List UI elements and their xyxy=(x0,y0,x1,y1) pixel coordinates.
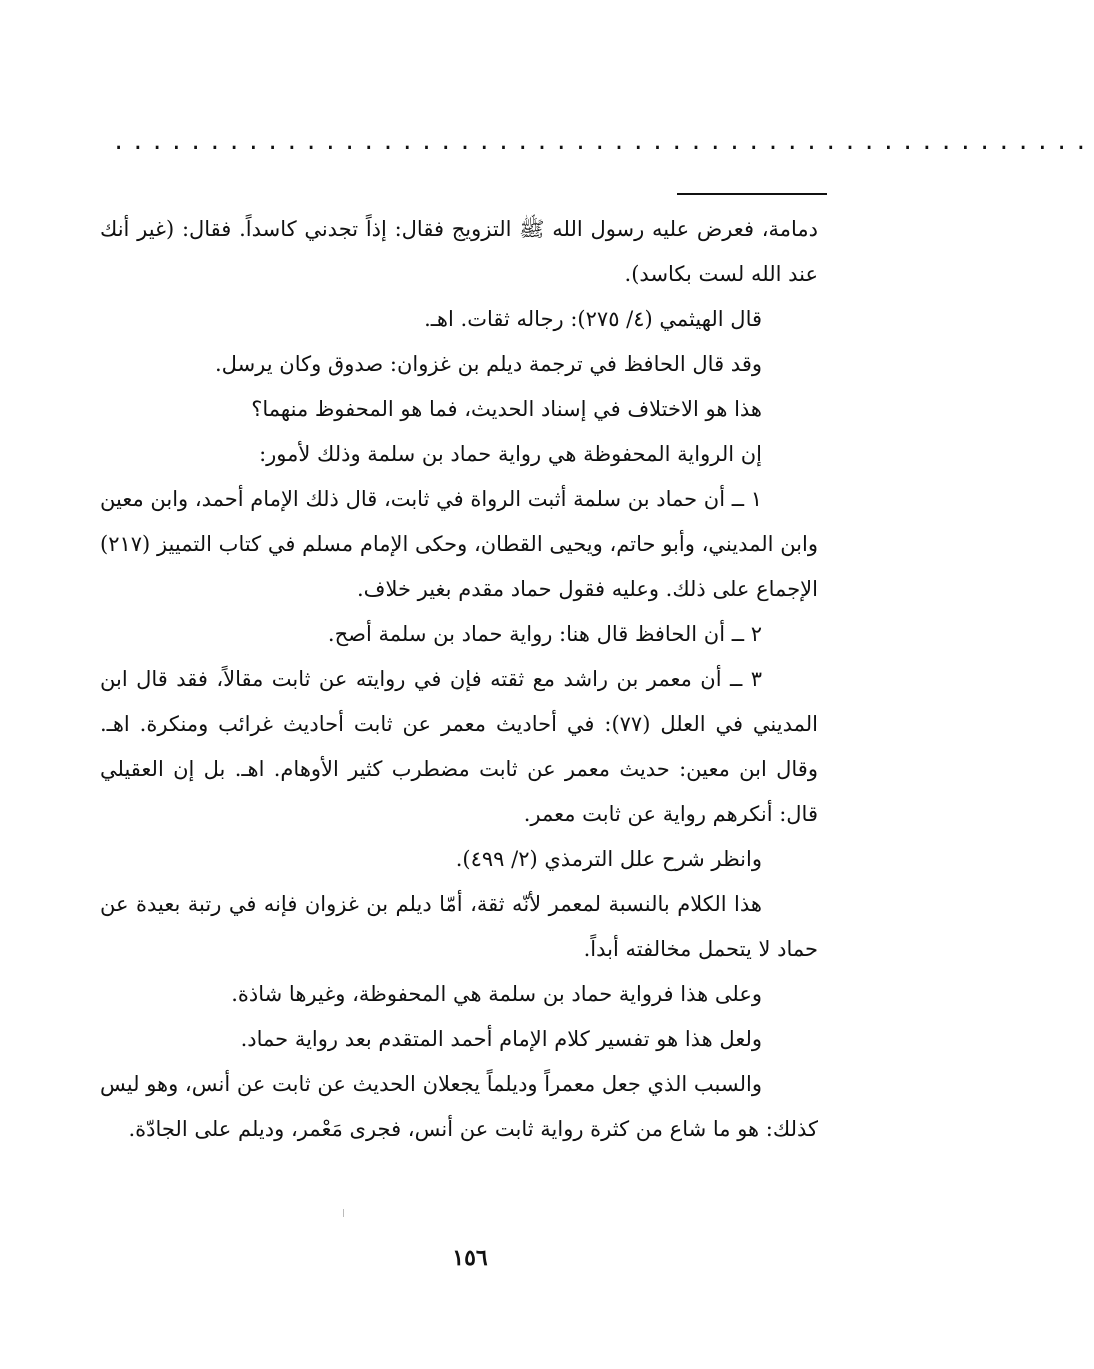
paragraph: وقد قال الحافظ في ترجمة ديلم بن غزوان: صدوق وكان يرسل. xyxy=(214,352,762,376)
numbered-point-2: ٢ ــ أن الحافظ قال هنا: رواية حماد بن سلمة أصح. xyxy=(327,622,762,646)
footnote-rule xyxy=(677,193,827,195)
page-number: ١٥٦ xyxy=(452,1245,488,1271)
paragraph: وعلى هذا فرواية حماد بن سلمة هي المحفوظة، وغيرها شاذة. xyxy=(231,982,762,1006)
dotted-separator: ................................................... xyxy=(112,130,1094,155)
paragraph: والسبب الذي جعل معمراً وديلماً يجعلان الحديث عن ثابت عن أنس، وهو ليس كذلك: هو ما شاع من كثرة رواية ثابت عن أنس، فجرى مَعْمر، وديلم على الجادّة. xyxy=(100,1072,818,1141)
paragraph: هذا هو الاختلاف في إسناد الحديث، فما هو المحفوظ منهما؟ xyxy=(251,397,762,421)
paragraph: وانظر شرح علل الترمذي (٢/ ٤٩٩). xyxy=(455,847,762,871)
numbered-point-1: ١ ــ أن حماد بن سلمة أثبت الرواة في ثابت، قال ذلك الإمام أحمد، وابن معين وابن المديني، وأبو حاتم، ويحيى القطان، وحكى الإمام مسلم في كتاب التمييز (٢١٧) الإجماع على ذلك. وعليه فقول حماد مقدم بغير خلاف. xyxy=(100,487,818,601)
scan-speck xyxy=(343,1209,344,1217)
paragraph: إن الرواية المحفوظة هي رواية حماد بن سلمة وذلك لأمور: xyxy=(259,442,762,466)
numbered-point-3: ٣ ــ أن معمر بن راشد مع ثقته فإن في روايته عن ثابت مقالاً، فقد قال ابن المديني في العلل (٧٧): في أحاديث معمر عن ثابت أحاديث غرائب ومنكرة. اهـ. وقال ابن معين: حديث معمر عن ثابت مضطرب كثير الأوهام. اهـ. بل إن العقيلي قال: أنكرهم رواية عن ثابت معمر. xyxy=(100,667,819,826)
paragraph: هذا الكلام بالنسبة لمعمر لأنّه ثقة، أمّا ديلم بن غزوان فإنه في رتبة بعيدة عن حماد لا يتحمل مخالفته أبداً. xyxy=(100,892,818,961)
paragraph: ولعل هذا هو تفسير كلام الإمام أحمد المتقدم بعد رواية حماد. xyxy=(240,1027,762,1051)
paragraph: قال الهيثمي (٤/ ٢٧٥): رجاله ثقات. اهـ. xyxy=(424,307,762,331)
footnote-body xyxy=(100,207,818,1152)
paragraph: دمامة، فعرض عليه رسول الله ﷺ التزويج فقال: إذاً تجدني كاسداً. فقال: (غير أنك عند الله لست بكاسد). xyxy=(100,217,818,286)
